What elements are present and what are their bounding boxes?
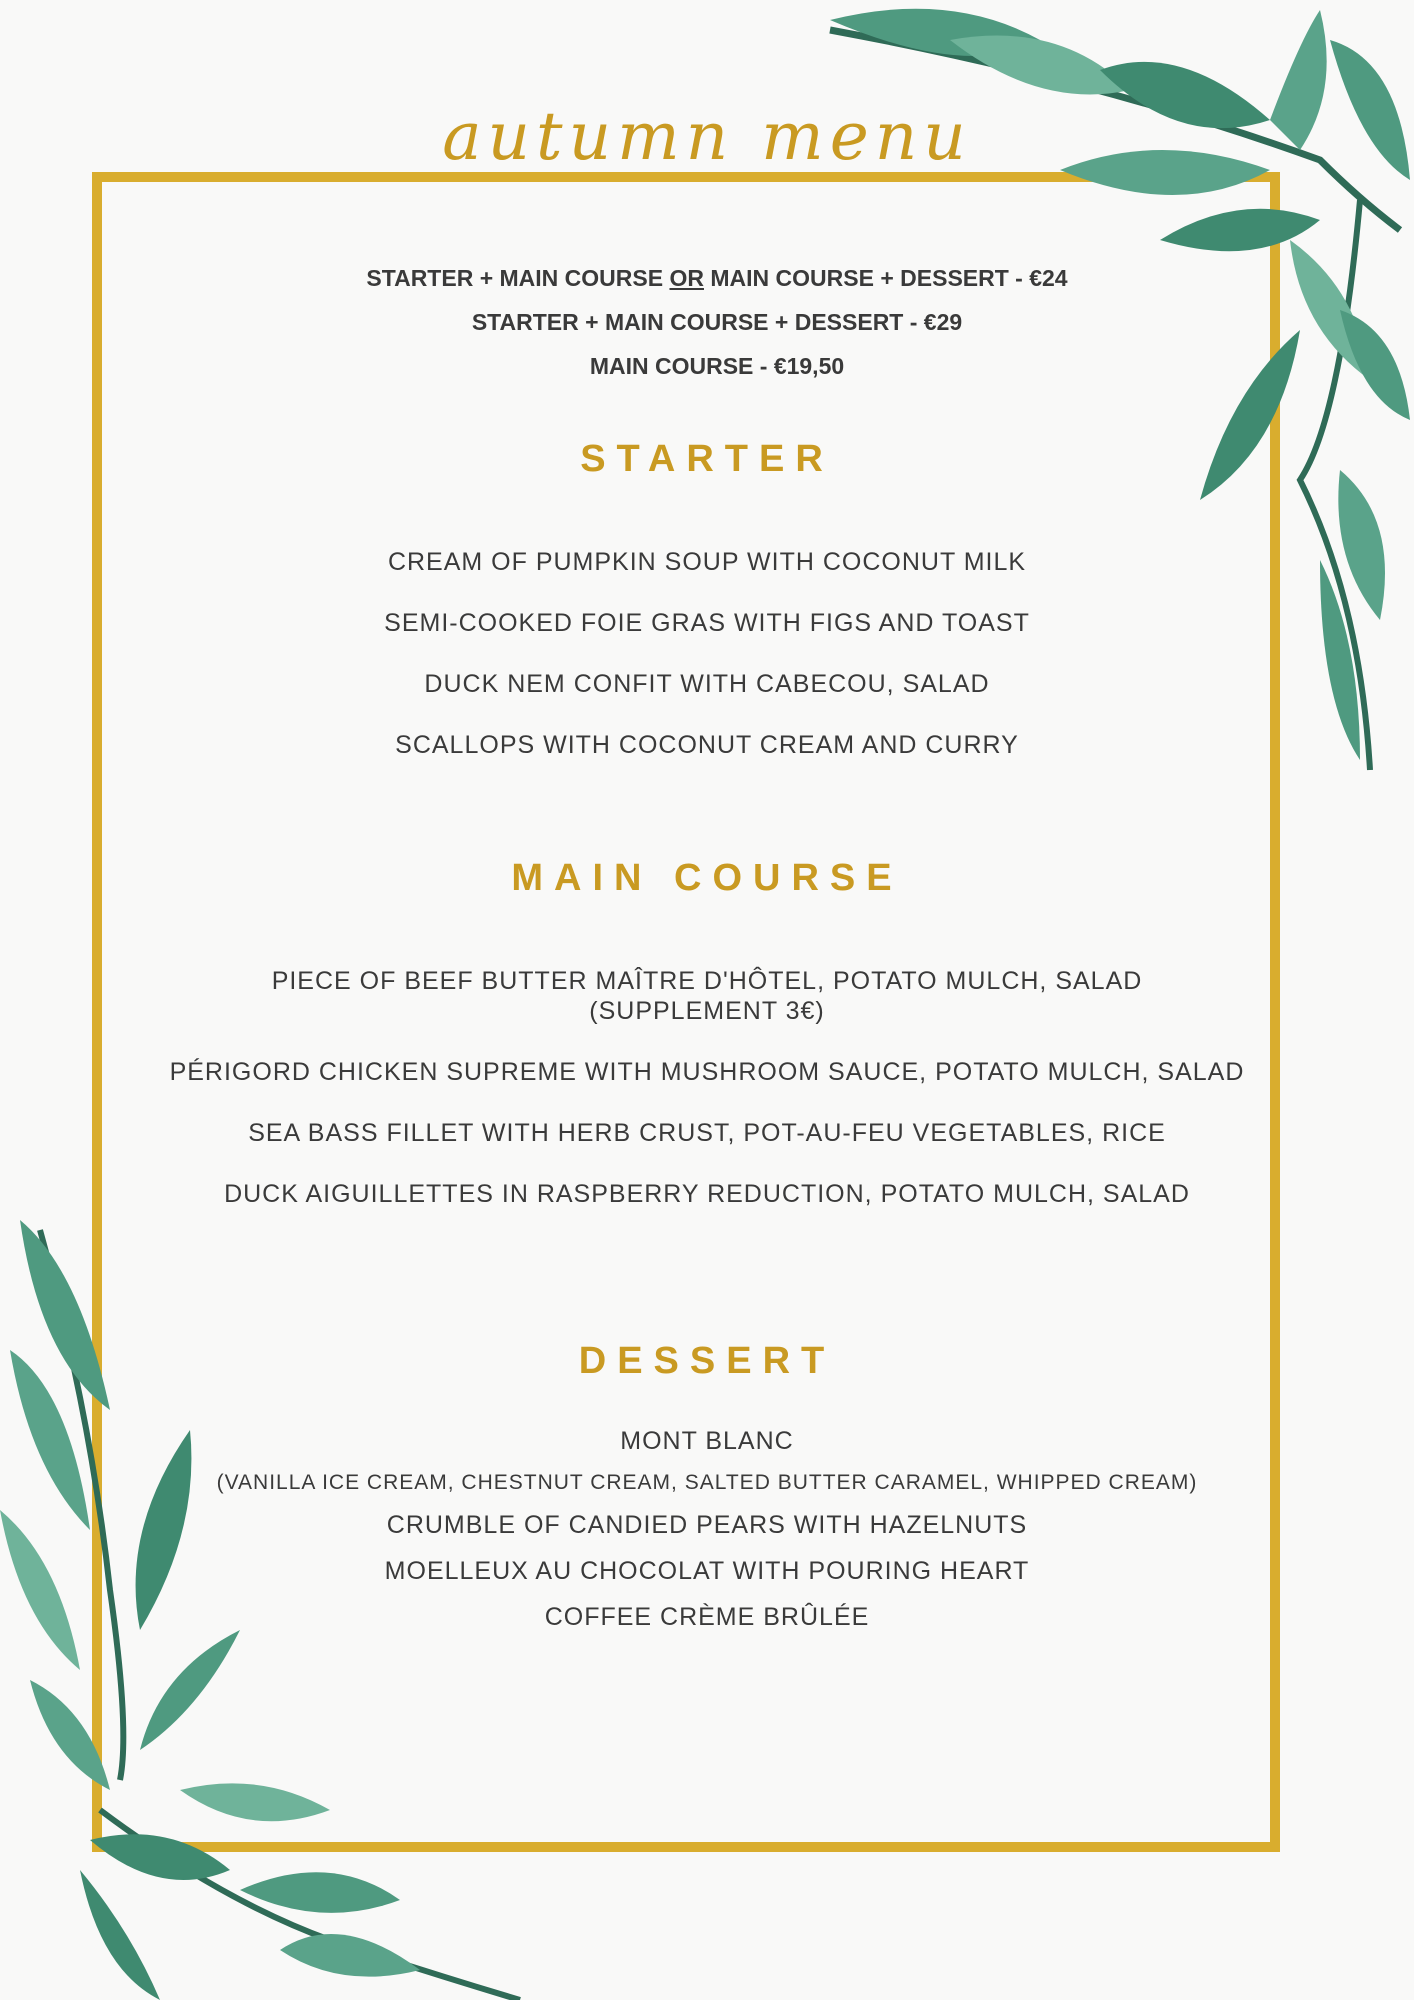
main-course-item-name: PIECE OF BEEF BUTTER MAÎTRE D'HÔTEL, POTATO MULCH, SALAD [271,967,1143,995]
dessert-item-note: (VANILLA ICE CREAM, CHESTNUT CREAM, SALTED BUTTER CARAMEL, WHIPPED CREAM) [216,1471,1198,1494]
price-option-3: MAIN COURSE - €19,50 [589,353,845,379]
main-course-item: DUCK AIGUILLETTES IN RASPBERRY REDUCTION, POTATO MULCH, SALAD [224,1180,1190,1208]
starter-heading: STARTER [580,438,834,480]
starter-item: CREAM OF PUMPKIN SOUP WITH COCONUT MILK [387,548,1027,576]
main-course-item-supplement: (SUPPLEMENT 3€) [589,997,825,1025]
dessert-item: MONT BLANC [620,1427,794,1455]
main-course-list [0,966,1414,1239]
main-course-item [0,966,1414,1056]
price-option-1 [20,256,1414,300]
price-option-1-part-a: STARTER + MAIN COURSE [366,265,670,291]
dessert-heading: DESSERT [578,1340,836,1382]
menu-title: autumn menu [442,98,972,175]
dessert-item: CRUMBLE OF CANDIED PEARS WITH HAZELNUTS [386,1511,1028,1539]
starter-item: DUCK NEM CONFIT WITH CABECOU, SALAD [424,670,990,698]
dessert-item: MOELLEUX AU CHOCOLAT WITH POURING HEART [384,1557,1030,1585]
price-option-2: STARTER + MAIN COURSE + DESSERT - €29 [471,309,963,335]
starter-list [0,546,1414,790]
dessert-item: COFFEE CRÈME BRÛLÉE [544,1603,870,1631]
price-options [0,256,1414,388]
starter-item: SEMI-COOKED FOIE GRAS WITH FIGS AND TOAST [384,609,1030,637]
main-course-item: PÉRIGORD CHICKEN SUPREME WITH MUSHROOM SAUCE, POTATO MULCH, SALAD [169,1058,1245,1086]
price-option-1-or: OR [669,265,704,291]
main-course-heading: MAIN COURSE [511,857,903,899]
dessert-list [0,1421,1414,1643]
main-course-item: SEA BASS FILLET WITH HERB CRUST, POT-AU-FEU VEGETABLES, RICE [248,1119,1166,1147]
starter-item: SCALLOPS WITH COCONUT CREAM AND CURRY [395,731,1019,759]
price-option-1-part-b: MAIN COURSE + DESSERT - €24 [703,265,1068,291]
